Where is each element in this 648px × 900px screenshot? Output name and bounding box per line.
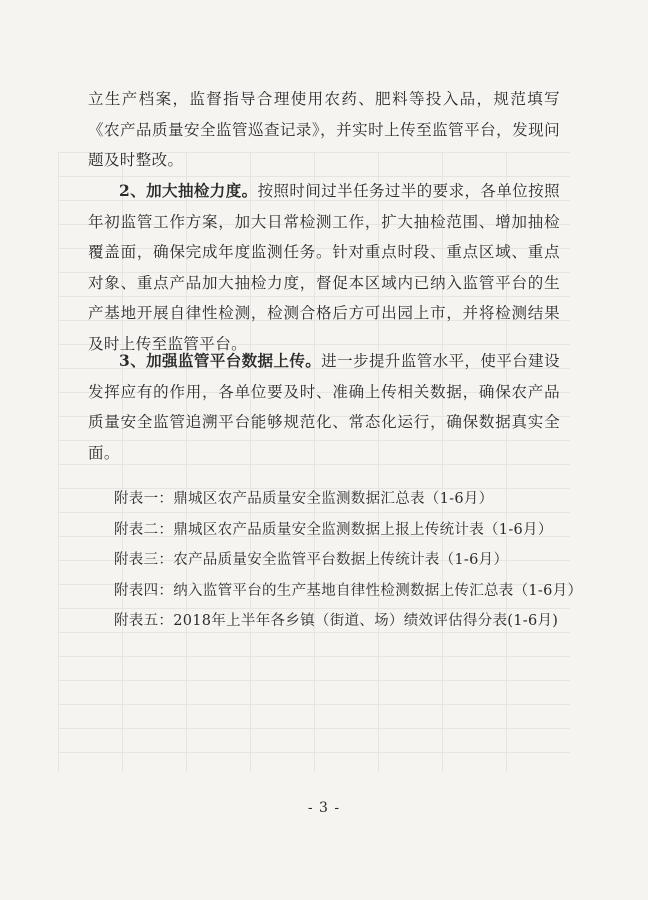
paragraph-continued: 立生产档案，监督指导合理使用农药、肥料等投入品，规范填写《农产品质量安全监管巡查记录》，并实时上传至监管平台，发现问题及时整改。 (88, 90, 560, 169)
appendix-item: 附表五：2018年上半年各乡镇（街道、场）绩效评估得分表(1-6月) (114, 613, 559, 629)
section-heading-3: 3、加强监管平台数据上传。 (119, 351, 322, 370)
paragraph-text: 按照时间过半任务过半的要求，各单位按照年初监管工作方案，加大日常检测工作，扩大抽检范围、增加抽检覆盖面，确保完成年度监测任务。针对重点时段、重点区域、重点对象、重点产品加大抽检力度，督促本区域内已纳入监管平台的生产基地开展自律性检测，检测合格后方可出园上市，并将检测结果及时上传至监管平台。 (88, 182, 560, 353)
appendix-item: 附表一：鼎城区农产品质量安全监测数据汇总表（1-6月） (114, 491, 494, 507)
appendix-item: 附表二：鼎城区农产品质量安全监测数据上报上传统计表（1-6月） (114, 521, 553, 538)
appendix-item: 附表四：纳入监管平台的生产基地自律性检测数据上传汇总表（1-6月） (114, 582, 583, 599)
paragraph-text: 进一步提升监管水平，使平台建设发挥应有的作用，各单位要及时、准确上传相关数据，确保农产品质量安全监管追溯平台能够规范化、常态化运行，确保数据真实全面。 (88, 352, 560, 462)
page-number: - 3 - (307, 800, 341, 816)
appendix-list (114, 484, 583, 637)
paragraph-platform-upload (88, 346, 560, 468)
paragraph-sampling-inspection (88, 176, 560, 359)
section-heading-2: 2、加大抽检力度。 (119, 181, 258, 200)
appendix-item: 附表三：农产品质量安全监管平台数据上传统计表（1-6月） (114, 552, 509, 568)
